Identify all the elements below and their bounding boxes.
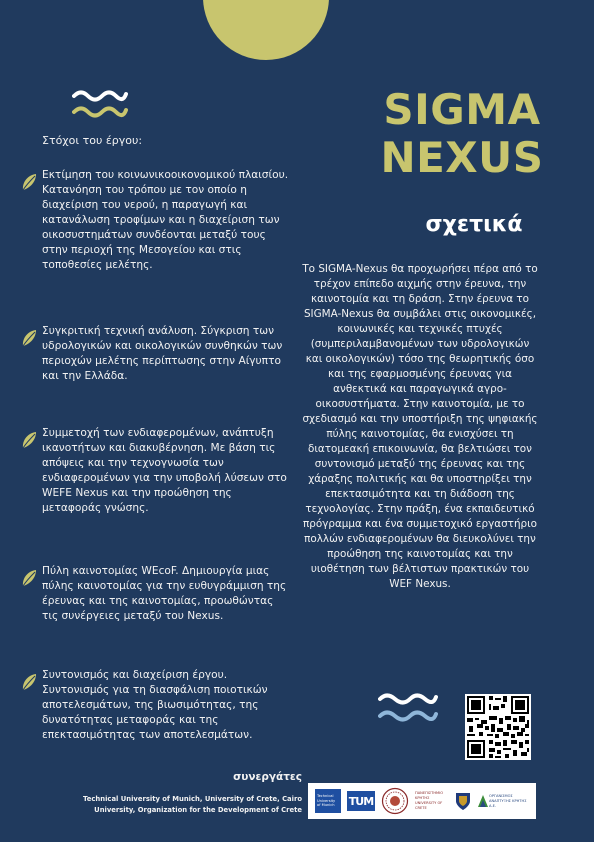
university-of-crete-seal — [381, 787, 409, 815]
leaf-icon — [20, 328, 38, 348]
partners-list: Technical University of Munich, University of Crete, Cairo University, Organization for the Development of Crete — [83, 795, 302, 814]
title-line-2: NEXUS — [380, 133, 544, 182]
cairo-university-shield — [455, 791, 471, 811]
odk-wordmark: ΟΡΓΑΝΙΣΜΟΣ ΑΝΑΠΤΥΞΗΣ ΚΡΗΤΗΣ Α.Ε. — [489, 793, 527, 808]
objective-item — [20, 668, 290, 743]
about-body-text: Το SIGMA-Nexus θα προχωρήσει πέρα από το τρέχον επίπεδο αιχμής στην έρευνα, την καινοτομία και τη δράση. Στην έρευνα το SIGMA-Nexus θα συμβάλει στις οικονομικές, κοινωνικές και τεχνικές πτυχές (συμπεριλαμβανομένων των υδρολογικών και οικολογικών) τόσο της θεωρητικής όσο και της εφαρμοσμένης έρευνας για ανθεκτικά και παραγωγικά αγρο-οικοσυστήματα. Στην καινοτομία, με το σχεδιασμό και την υποστήριξη της ψηφιακής πύλης καινοτομίας, θα ενισχύσει τη διατομεακή επικοινωνία, θα βελτιώσει τον συντονισμό μεταξύ της έρευνας και της χάραξης πολιτικής και θα υποστηρίξει την επεκτασιμότητα και τη διάδοση της τεχνολογίας. Στην πράξη, ένα εκπαιδευτικό πρόγραμμα και ένα συμμετοχικό εργαστήριο πολλών ενδιαφερομένων θα διευκολύνει την προώθηση της καινοτομίας και την υιοθέτηση των βέλτιστων πρακτικών του WEF Nexus. — [302, 263, 538, 590]
objective-item — [20, 168, 290, 273]
objective-text: Εκτίμηση του κοινωνικοοικονομικού πλαισίου. Κατανόηση του τρόπου με τον οποίο η διαχείριση του νερού, η παραγωγή και κατανάλωση τροφίμων και η διαχείριση των οικοσυστημάτων συνδέονται μεταξύ τους στην περιοχή της Μεσογείου και στις τοποθεσίες μελέτης. — [42, 169, 289, 271]
university-of-crete-wordmark: ΠΑΝΕΠΙΣΤΗΜΙΟ ΚΡΗΤΗΣ UNIVERSITY OF CRETE — [415, 791, 444, 810]
objective-text: Συμμετοχή των ενδιαφερομένων, ανάπτυξη ικανοτήτων και διακυβέρνηση. Με βάση τις απόψεις και την τεχνογνωσία των ενδιαφερομένων για την υποβολή λύσεων στο WEFE Nexus και την προώθηση της μεταφοράς γνώσης. — [42, 427, 287, 514]
title-line-1: SIGMA — [383, 85, 541, 134]
wave-icon — [378, 690, 438, 724]
odk-mark-icon — [477, 794, 489, 808]
tum-wordmark-logo: Technical University of Munich — [315, 789, 341, 813]
project-title — [362, 86, 562, 182]
objective-text: Συντονισμός και διαχείριση έργου. Συντονισμός για τη διασφάλιση ποιοτικών αποτελεσμάτων, της βιωσιμότητας, της δυνατότητας μεταφοράς και της επεκτασιμότητας των αποτελεσμάτων. — [42, 669, 268, 741]
odk-logo — [477, 794, 529, 809]
sun-circle-decoration — [203, 0, 329, 60]
objective-text: Συγκριτική τεχνική ανάλυση. Σύγκριση των υδρολογικών και οικολογικών συνθηκών των περιοχών μελέτης περίπτωσης στην Αίγυπτο και την Ελλάδα. — [42, 325, 283, 382]
leaf-icon — [20, 430, 38, 450]
partner-logos — [308, 783, 536, 819]
leaf-icon — [20, 672, 38, 692]
goals-heading: Στόχοι του έργου: — [42, 134, 143, 147]
qr-code[interactable] — [465, 694, 531, 760]
partners-label: συνεργάτες — [233, 771, 302, 783]
about-heading: σχετικά — [425, 212, 523, 237]
leaf-icon — [20, 172, 38, 192]
objective-item — [20, 564, 290, 624]
objective-text: Πύλη καινοτομίας WEcoF. Δημιουργία μιας πύλης καινοτομίας για την ευθυγράμμιση της έρευνας και της καινοτομίας, προωθώντας τις συνέργειες μεταξύ του Nexus. — [42, 565, 287, 622]
leaf-icon — [20, 568, 38, 588]
tum-logo: TUM — [347, 791, 375, 811]
objective-item — [20, 426, 290, 516]
objective-item — [20, 324, 290, 384]
wave-icon — [72, 88, 128, 120]
